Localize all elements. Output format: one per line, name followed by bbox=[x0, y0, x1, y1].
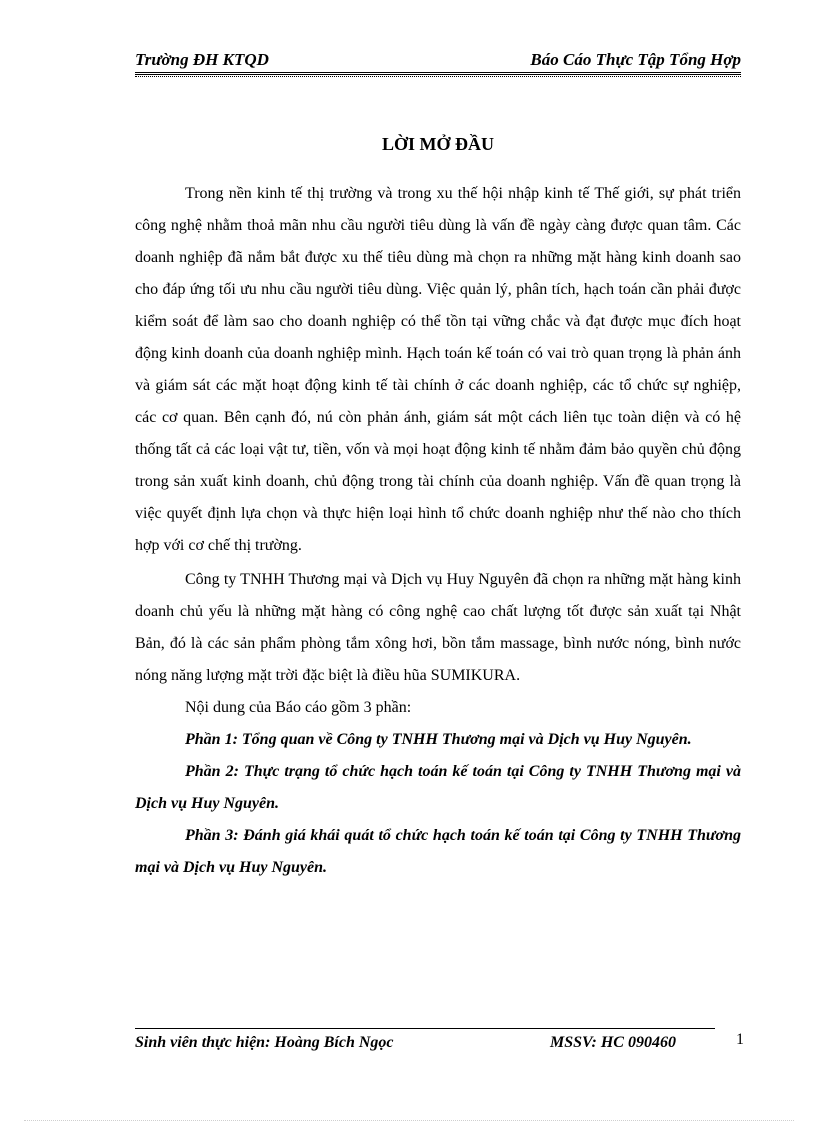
document-body bbox=[135, 178, 741, 884]
page-edge-divider bbox=[24, 1120, 794, 1121]
footer-divider bbox=[135, 1028, 715, 1029]
footer-student: Sinh viên thực hiện: Hoàng Bích Ngọc bbox=[135, 1034, 394, 1051]
page-header bbox=[135, 50, 741, 74]
header-divider bbox=[135, 72, 741, 75]
header-school: Trường ĐH KTQD bbox=[135, 50, 269, 69]
header-divider-dotted bbox=[135, 76, 741, 77]
paragraph-contents: Nội dung của Báo cáo gồm 3 phần: bbox=[185, 699, 412, 716]
part-2: Phần 2: Thực trạng tổ chức hạch toán kế toán tại Công ty TNHH Thương mại và Dịch vụ Huy Nguyên. bbox=[135, 763, 741, 812]
header-report-title: Báo Cáo Thực Tập Tổng Hợp bbox=[530, 50, 741, 69]
part-1: Phần 1: Tổng quan về Công ty TNHH Thương mại và Dịch vụ Huy Nguyên. bbox=[185, 731, 692, 748]
footer-student-id: MSSV: HC 090460 bbox=[550, 1034, 676, 1051]
page-number: 1 bbox=[736, 1031, 744, 1048]
paragraph-company: Công ty TNHH Thương mại và Dịch vụ Huy Nguyên đã chọn ra những mặt hàng kinh doanh chủ yếu là những mặt hàng có công nghệ cao chất lượng tốt được sản xuất tại Nhật Bản, đó là các sản phẩm phòng tắm xông hơi, bồn tắm massage, bình nước nóng, bình nước nóng năng lượng mặt trời đặc biệt là điều hũa SUMIKURA. bbox=[135, 571, 741, 684]
paragraph-intro: Trong nền kinh tế thị trường và trong xu thế hội nhập kinh tế Thế giới, sự phát triển công nghệ nhằm thoả mãn nhu cầu người tiêu dùng là vấn đề ngày càng được quan tâm. Các doanh nghiệp đã nắm bắt được xu thế tiêu dùng mà chọn ra những mặt hàng kinh doanh sao cho đáp ứng tối ưu nhu cầu người tiêu dùng. Việc quản lý, phân tích, hạch toán cần phải được kiểm soát để làm sao cho doanh nghiệp có thể tồn tại vững chắc và đạt được mục đích hoạt động kinh doanh của doanh nghiệp mình. Hạch toán kế toán có vai trò quan trọng là phản ánh và giám sát các mặt hoạt động kinh tế tài chính ở các doanh nghiệp, các tổ chức sự nghiệp, các cơ quan. Bên cạnh đó, nú còn phản ánh, giám sát một cách liên tục toàn diện và có hệ thống tất cả các loại vật tư, tiền, vốn và mọi hoạt động kinh tế nhằm đảm bảo quyền chủ động trong sản xuất kinh doanh, chủ động trong tài chính của doanh nghiệp. Vấn đề quan trọng là việc quyết định lựa chọn và thực hiện loại hình tổ chức doanh nghiệp như thế nào cho thích hợp với cơ chế thị trường. bbox=[135, 185, 741, 554]
part-3: Phần 3: Đánh giá khái quát tổ chức hạch toán kế toán tại Công ty TNHH Thương mại và Dịch vụ Huy Nguyên. bbox=[135, 827, 741, 876]
page-title: LỜI MỞ ĐẦU bbox=[382, 134, 494, 154]
